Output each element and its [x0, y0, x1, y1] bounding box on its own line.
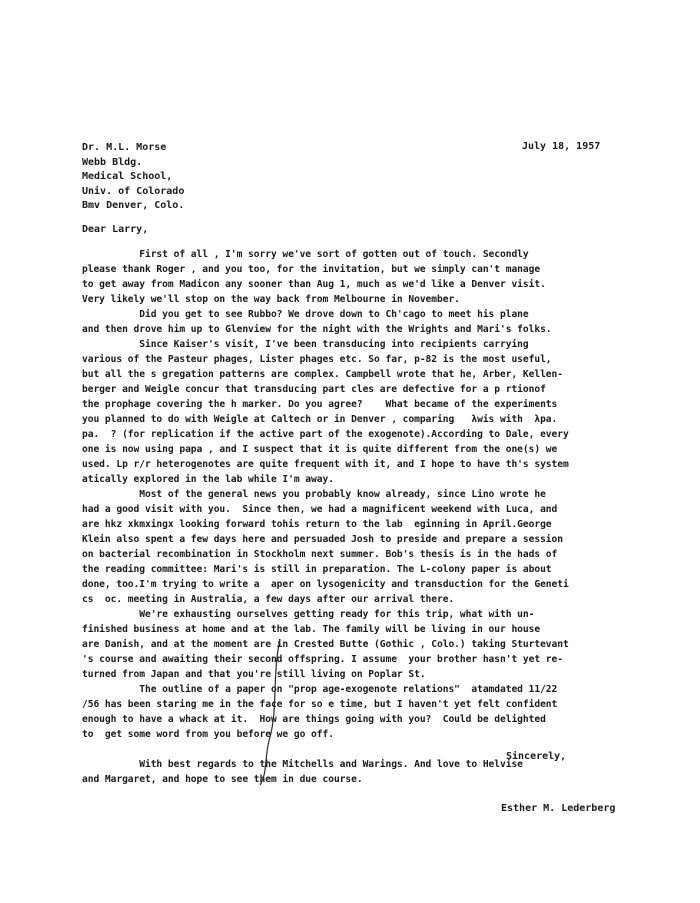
body-line: cs oc. meeting in Australia, a few days after our arrival there.	[82, 594, 455, 605]
body-line: berger and Weigle concur that transducing part cles are defective for a p rtionof	[82, 384, 546, 395]
address-line: Univ. of Colorado	[82, 185, 185, 197]
body-line: are hkz xkmxingx looking forward tohis return to the lab eginning in April.George	[82, 519, 552, 530]
salutation: Dear Larry,	[82, 224, 149, 235]
body-line: please thank Roger , and you too, for the invitation, but we simply can't manage	[82, 264, 541, 275]
body-line: Most of the general news you probably know already, since Lino wrote he	[82, 489, 546, 500]
body-line: one is now using papa , and I suspect that it is quite different from the one(s) we	[82, 444, 558, 455]
address-line: Dr. M.L. Morse	[82, 142, 167, 153]
pen-stroke-mark	[250, 637, 290, 787]
body-line: We're exhausting ourselves getting ready for this trip, what with un-	[82, 609, 535, 620]
body-line: atically explored in the lab while I'm away.	[82, 474, 334, 485]
body-line: Very likely we'll stop on the way back from Melbourne in November.	[82, 294, 460, 305]
body-line: to get away from Madicon any sooner than Aug 1, much as we'd like a Denver visit.	[82, 279, 546, 290]
address-line: Bmv Denver, Colo.	[82, 200, 185, 211]
body-line: Since Kaiser's visit, I've been transducing into recipients carrying	[82, 339, 529, 350]
address-line: Webb Bldg.	[82, 156, 143, 168]
body-line: had a good visit with you. Since then, we had a magnificent weekend with Luca, and	[82, 504, 558, 515]
body-line: The outline of a paper on "prop age-exogenote relations" atamdated 11/22	[82, 684, 558, 695]
body-line: First of all , I'm sorry we've sort of gotten out of touch. Secondly	[82, 249, 529, 260]
body-line: to get some word from you before we go off.	[82, 729, 334, 740]
closing: Sincerely,	[506, 751, 567, 762]
body-line: done, too.I'm trying to write a aper on lysogenicity and transduction for the Geneti	[82, 579, 569, 590]
body-line: you planned to do with Weigle at Caltech or in Denver , comparing λwis with λpa.	[82, 414, 558, 425]
body-line: the prophage covering the h marker. Do you agree? What became of the experiments	[82, 399, 558, 410]
body-line: and Margaret, and hope to see them in due course.	[82, 774, 363, 785]
body-line: pa. ? (for replication if the active part of the exogenote).According to Dale, every	[82, 429, 569, 440]
body-line: turned from Japan and that you're still living on Poplar St.	[82, 669, 426, 680]
body-line: enough to have a whack at it. How are things going with you? Could be delighted	[82, 714, 546, 725]
body-line: /56 has been staring me in the face for so e time, but I haven't yet felt confident	[82, 699, 558, 710]
body-line: used. Lp r/r heterogenotes are quite frequent with it, and I hope to have th's system	[82, 459, 569, 470]
signature: Esther M. Lederberg	[501, 803, 616, 814]
body-line: the reading committee: Mari's is still in preparation. The L-colony paper is about	[82, 564, 552, 575]
body-line: 's course and awaiting their second offspring. I assume your brother hasn't yet re-	[82, 654, 563, 665]
body-line: Did you get to see Rubbo? We drove down to Ch'cago to meet his plane	[82, 309, 529, 320]
letter-date: July 18, 1957	[522, 141, 601, 152]
body-line: are Danish, and at the moment are in Crested Butte (Gothic , Colo.) taking Sturtevant	[82, 639, 569, 650]
body-line: on bacterial recombination in Stockholm next summer. Bob's thesis is in the hads of	[82, 549, 558, 560]
body-line: but all the s gregation patterns are complex. Campbell wrote that he, Arber, Kellen-	[82, 369, 563, 380]
body-line: various of the Pasteur phages, Lister phages etc. So far, p-82 is the most useful,	[82, 354, 552, 365]
body-line: Klein also spent a few days here and persuaded Josh to preside and prepare a session	[82, 534, 563, 545]
recipient-address	[82, 141, 184, 214]
body-line: finished business at home and at the lab. The family will be living in our house	[82, 624, 541, 635]
address-line: Medical School,	[82, 171, 173, 182]
body-line: and then drove him up to Glenview for the night with the Wrights and Mari's folks.	[82, 324, 552, 335]
body-line: With best regards to the Mitchells and Warings. And love to Helvise	[82, 759, 523, 770]
